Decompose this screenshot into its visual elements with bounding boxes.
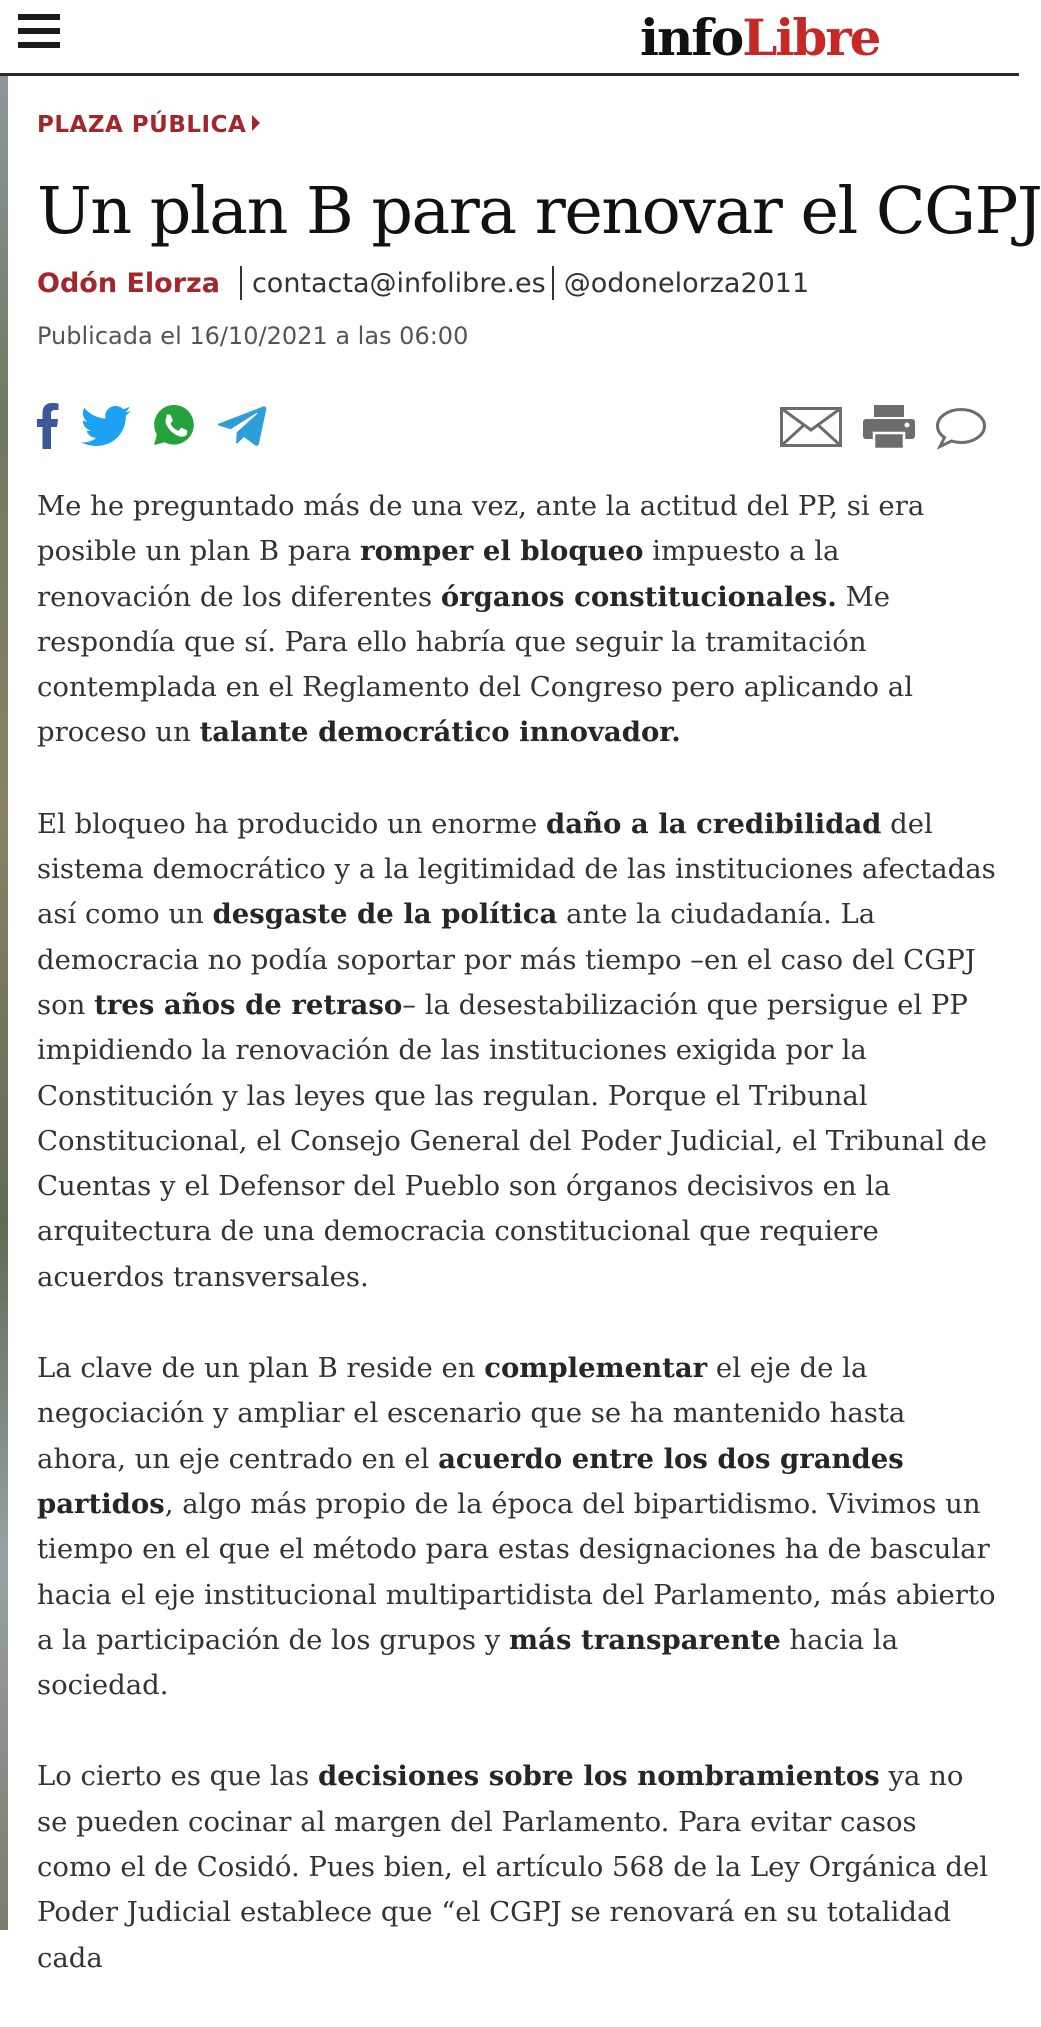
bold-text: talante democrático innovador. xyxy=(199,716,681,749)
paragraph-text: ante la ciudadanía. La democracia no podía soportar por más tiempo –en el caso del CGPJ son xyxy=(37,898,976,1021)
paragraph-text: del sistema democrático y a la legitimidad de las instituciones afectadas así como un xyxy=(37,807,996,931)
telegram-icon[interactable] xyxy=(217,406,267,446)
logo-libre-text: Libre xyxy=(742,8,880,67)
logo-info-text: info xyxy=(640,8,743,67)
bold-text: complementar xyxy=(484,1352,708,1385)
bold-text: más transparente xyxy=(509,1623,781,1656)
paragraph-text: El bloqueo ha producido un enorme xyxy=(37,807,546,840)
divider xyxy=(240,266,242,300)
paragraph-text: hacia la sociedad. xyxy=(37,1623,899,1702)
share-bar xyxy=(37,401,997,451)
paragraph-text: Lo cierto es que las xyxy=(37,1760,319,1793)
article-paragraph xyxy=(37,802,999,1300)
article-paragraph xyxy=(37,1346,999,1708)
author-email-link[interactable]: contacta@infolibre.es xyxy=(251,267,546,299)
bold-text: decisiones sobre los nombramientos xyxy=(318,1760,880,1793)
twitter-icon[interactable] xyxy=(81,406,131,446)
paragraph-text: ya no se pueden cocinar al margen del Parlamento. Para evitar casos como el de Cosidó. Pues bien, el artículo 568 de la Ley Orgánica del Poder Judicial establece que “el CGPJ se renovará en su totalidad cada xyxy=(37,1760,989,1974)
hamburger-menu-icon[interactable] xyxy=(18,14,60,54)
article-body xyxy=(37,484,999,2027)
publication-date: Publicada el 16/10/2021 a las 06:00 xyxy=(37,322,469,350)
paragraph-text: , algo más propio de la época del bipartidismo. Vivimos un tiempo en el que el método para estas designaciones ha de bascular hacia el eje institucional multipartidista del Parlamento, más abierto a la participación de los grupos y xyxy=(37,1487,996,1656)
article-paragraph xyxy=(37,484,999,756)
facebook-icon[interactable] xyxy=(37,403,59,449)
paragraph-text: el eje de la negociación y ampliar el escenario que se ha mantenido hasta ahora, un eje centrado en el xyxy=(37,1352,906,1475)
side-photo-strip xyxy=(0,76,8,1930)
section-label: PLAZA PÚBLICA xyxy=(37,112,247,138)
bold-text: acuerdo entre los dos grandes partidos xyxy=(37,1442,904,1520)
article-title: Un plan B para renovar el CGPJ xyxy=(37,174,1041,249)
bold-text: desgaste de la política xyxy=(212,898,558,931)
paragraph-text: impuesto a la renovación de los diferentes xyxy=(37,535,840,613)
article-paragraph xyxy=(37,1754,999,1980)
bold-text: romper el bloqueo xyxy=(360,535,644,568)
whatsapp-icon[interactable] xyxy=(153,404,195,446)
paragraph-text: La clave de un plan B reside en xyxy=(37,1352,485,1385)
author-link[interactable]: Odón Elorza xyxy=(37,267,220,299)
comment-icon[interactable] xyxy=(935,407,987,449)
divider xyxy=(552,266,554,300)
byline xyxy=(37,266,809,300)
paragraph-text: Me he preguntado más de una vez, ante la actitud del PP, si era posible un plan B para xyxy=(37,490,925,568)
email-icon[interactable] xyxy=(780,407,842,447)
bold-text: daño a la credibilidad xyxy=(545,807,882,840)
bold-text: tres años de retraso xyxy=(94,988,403,1021)
author-twitter-link[interactable]: @odonelorza2011 xyxy=(563,267,810,299)
infolibre-logo[interactable] xyxy=(640,6,879,70)
section-link[interactable] xyxy=(37,112,260,138)
paragraph-text: – la desestabilización que persigue el PP impidiendo la renovación de las instituciones exigida por la Constitución y las leyes que las regulan. Porque el Tribunal Constitucional, el Consejo General del Poder Judicial, el Tribunal de Cuentas y el Defensor del Pueblo son órganos decisivos en la arquitectura de una democracia constitucional que requiere acuerdos transversales. xyxy=(37,988,987,1293)
bold-text: órganos constitucionales. xyxy=(440,580,837,613)
paragraph-text: Me respondía que sí. Para ello habría que seguir la tramitación contemplada en el Reglamento del Congreso pero aplicando al proceso un xyxy=(37,580,913,749)
triangle-right-icon xyxy=(252,115,260,131)
top-bar xyxy=(0,0,1019,76)
print-icon[interactable] xyxy=(863,405,915,449)
